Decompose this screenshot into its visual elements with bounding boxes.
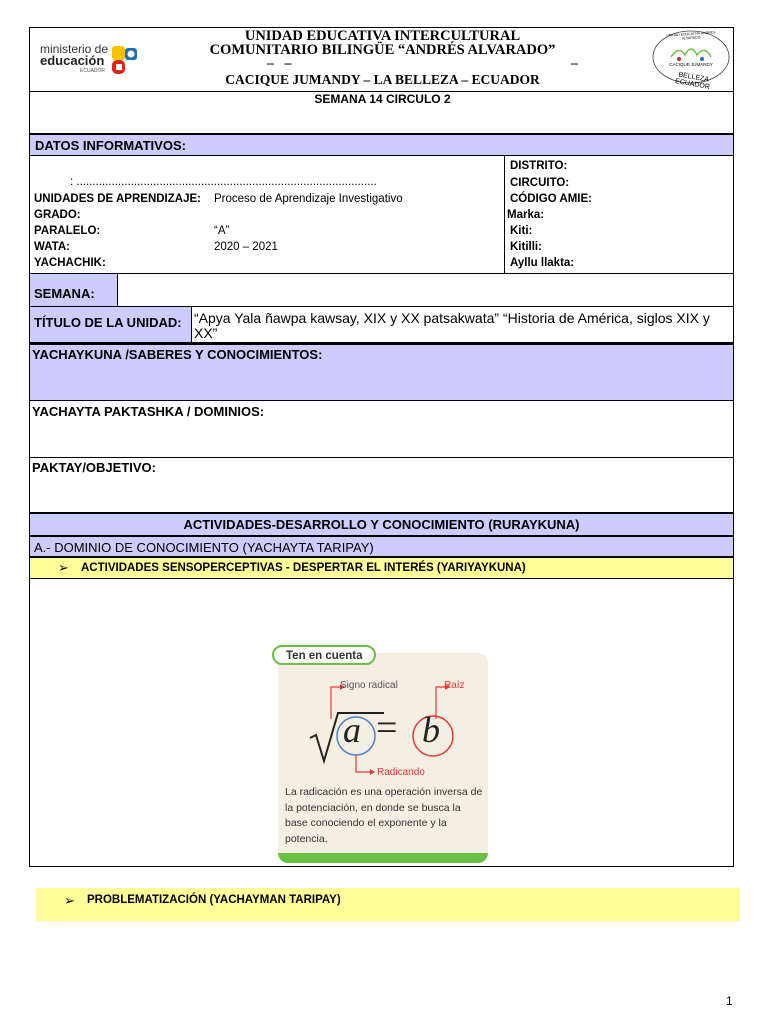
card-tab-label: Ten en cuenta — [272, 645, 376, 665]
unidades-label: UNIDADES DE APRENDIZAJE: — [34, 193, 201, 205]
objetivo-row — [29, 457, 734, 513]
codigo-amie-label: CÓDIGO AMIE: — [510, 193, 592, 205]
school-seal — [649, 29, 733, 89]
seal-top-text: UNIDAD EDUCATIVA ANDRES ALVARADO — [666, 30, 716, 41]
objetivo-label: PAKTAY/OBJETIVO: — [32, 460, 157, 475]
ministry-line3: ECUADOR — [80, 68, 106, 74]
ayllu-llakta-label: Ayllu llakta: — [510, 257, 575, 269]
equals-sign: = — [376, 707, 398, 749]
semana-label-cell — [30, 274, 118, 306]
ministry-line1: ministerio de — [40, 42, 109, 56]
grado-label: GRADO: — [34, 209, 81, 221]
card-green-footer — [278, 853, 488, 863]
sensoperceptivas-row — [29, 557, 734, 579]
problematizacion-label: PROBLEMATIZACIÓN (YACHAYMAN TARIPAY) — [87, 894, 341, 906]
semana-row — [29, 273, 734, 307]
dominios-row — [29, 400, 734, 458]
wata-value: 2020 – 2021 — [214, 241, 278, 253]
seal-mid-text: CACIQUE JUMANDY — [669, 62, 713, 67]
wata-label: WATA: — [34, 241, 70, 253]
radicando-label: Radicando — [377, 767, 425, 778]
school-name-line2: COMUNITARIO BILINGÜE “ANDRÉS ALVARADO” — [209, 42, 556, 58]
content-area — [29, 578, 734, 867]
week-row — [29, 91, 734, 134]
dominios-label: YACHAYTA PAKTASHKA / DOMINIOS: — [32, 404, 265, 419]
sensoperceptivas-label: ACTIVIDADES SENSOPERCEPTIVAS - DESPERTAR EL INTERÉS (YARIYAYKUNA) — [81, 562, 526, 574]
dash-right: – — [571, 56, 578, 71]
paralelo-label: PARALELO: — [34, 225, 101, 237]
actividades-header — [29, 513, 734, 536]
paralelo-value: “A” — [214, 225, 230, 237]
bullet-icon: ➢ — [58, 560, 69, 575]
week-title: SEMANA 14 CIRCULO 2 — [314, 92, 451, 106]
kitilli-label: Kitilli: — [510, 241, 542, 253]
titulo-row — [29, 306, 734, 343]
dominio-label: A.- DOMINIO DE CONOCIMIENTO (YACHAYTA TARIPAY) — [34, 540, 374, 555]
signo-radical-label: Signo radical — [340, 680, 398, 691]
school-name-line1: UNIDAD EDUCATIVA INTERCULTURAL — [244, 28, 521, 44]
var-a: a — [343, 710, 361, 750]
titulo-label: TÍTULO DE LA UNIDAD: — [34, 315, 182, 330]
marka-label: Marka: — [507, 209, 545, 221]
card-description: La radicación es una operación inversa de la potenciación, en donde se busca la base conociendo el exponente y la potencia. — [285, 786, 483, 845]
school-name-line3: CACIQUE JUMANDY – LA BELLEZA – ECUADOR — [225, 72, 540, 87]
datos-title: DATOS INFORMATIVOS: — [35, 138, 186, 153]
datos-header — [29, 134, 734, 156]
unidades-value: Proceso de Aprendizaje Investigativo — [214, 193, 403, 205]
actividades-title: ACTIVIDADES-DESARROLLO Y CONOCIMIENTO (RURAYKUNA) — [183, 517, 580, 532]
yachachik-label: YACHACHIK: — [34, 257, 106, 269]
datos-block — [29, 155, 734, 274]
circuito-label: CIRCUITO: — [510, 177, 570, 189]
dominio-header — [29, 536, 734, 557]
header-box — [29, 27, 734, 92]
kiti-label: Kiti: — [510, 225, 533, 237]
ministry-logo — [38, 42, 142, 82]
bullet-icon-2: ➢ — [64, 893, 75, 908]
ministry-line2: educación — [40, 53, 105, 68]
titulo-label-cell — [30, 307, 192, 342]
page-number: 1 — [726, 994, 733, 1008]
dashes-left: – – — [267, 56, 292, 71]
raiz-label: Raíz — [444, 680, 465, 691]
seal-bottom-text: BELLEZA ECUADOR — [674, 71, 711, 91]
problematizacion-row — [36, 888, 740, 921]
datos-divider — [504, 155, 505, 273]
semana-label: SEMANA: — [34, 286, 95, 301]
titulo-value: “Apya Yala ñawpa kawsay, XIX y XX patsakwata” “Historia de América, siglos XIX y XX” — [194, 310, 710, 341]
datos-dotted-line: : .............................................................................................. — [70, 176, 377, 188]
saberes-row — [29, 343, 734, 401]
distrito-label: DISTRITO: — [510, 160, 568, 172]
saberes-label: YACHAYKUNA /SABERES Y CONOCIMIENTOS: — [32, 347, 323, 362]
var-b: b — [422, 710, 440, 750]
